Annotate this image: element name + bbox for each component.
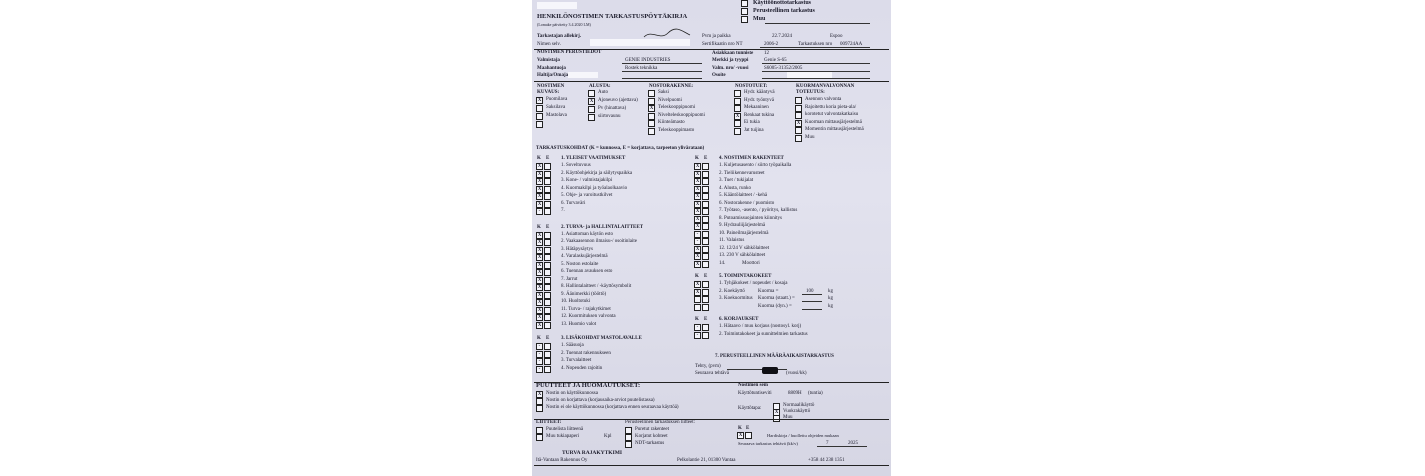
option-label: Vuokrakäyttö [783,409,811,414]
item-extra: Kuorma (staatt.) = [758,296,795,301]
option-label: Kuorman mittausjärjestelmä [805,119,862,125]
option-checkbox[interactable] [795,112,802,119]
e-checkbox[interactable] [544,358,551,365]
e-checkbox[interactable] [544,322,551,329]
option-checkbox[interactable] [795,97,802,104]
option-checkbox[interactable]: X [796,120,801,126]
option-label: Puretut rakenteet [635,427,670,432]
form-title: HENKILÖNOSTIMEN TARKASTUSPÖYTÄKIRJA [537,13,688,20]
checklist-item-label: 6. Tuennan avauksen esto [561,269,613,274]
client-label: Asiakkaan tunniste [712,51,754,56]
kpl-label: Kpl [604,434,612,439]
importer-label: Maahantuoja [537,66,566,71]
perusteellinen-next-suffix: (vuosi/kk) [786,371,807,376]
section-title: 2. TURVA- ja HALLINTALAITTEET [561,224,644,230]
k-checkbox[interactable]: X [537,186,542,192]
checklist-item-label: 3. Hätäpysäytys [561,246,593,252]
option-checkbox[interactable] [536,427,543,434]
checklist-item-label: 2. Koekäyttö [719,288,745,294]
e-checkbox[interactable] [544,201,551,208]
k-checkbox[interactable]: - [694,238,701,245]
option-label: Muu [753,16,766,22]
serial-label: Valm. nro/ -vuosi [712,66,749,71]
column-k-header: K [537,156,541,161]
footer-address: Pelkolantie 21, 01300 Vantaa [677,458,736,463]
column-e-header: E [704,317,708,322]
option-checkbox[interactable] [734,90,741,97]
e-checkbox[interactable] [544,254,551,261]
checklist-item-label: 12. 12/24 V sähkölaitteet [719,245,770,251]
nostorakenne-title: NOSTORAKENNE: [649,84,694,89]
muut-title: Perusteellinen tarkastuksen liitteet: [625,420,695,425]
checklist-item-label: 1. Tyhjäkokeet / nopeudet / kosaja [719,281,788,286]
option-checkbox[interactable]: X [735,113,740,119]
checklist-item-label: 1. Sääsuoja [561,343,584,348]
column-e-header: E [546,224,550,230]
nostimen-title: NOSTIMEN [537,84,565,89]
k-checkbox[interactable] [694,304,701,311]
option-checkbox[interactable] [734,120,741,127]
option-label: Nivelpuomi [658,97,682,103]
report-no-label: Tarkastuksen nro [798,42,833,47]
k-checkbox[interactable]: X [537,255,542,260]
option-checkbox[interactable] [648,98,655,105]
option-checkbox[interactable] [536,405,543,412]
e-checkbox[interactable] [702,238,709,245]
option-checkbox[interactable] [588,106,595,113]
checklist-item-label: 7. [561,208,565,213]
e-checkbox[interactable] [544,232,551,239]
checklist-item-label: 1. Kuljetusasento / siirto työpaikalla [719,163,792,168]
checklist-item-label: 4. Kuormakilpi ja työalaolkaavio [561,185,628,191]
option-checkbox[interactable] [536,398,543,405]
e-checkbox[interactable] [544,239,551,246]
item-extra: Moottori [742,260,760,266]
e-checkbox[interactable] [544,262,551,269]
liitteet-title: LIITTEET: [536,420,562,425]
option-checkbox[interactable] [648,113,655,120]
column-e-header: E [704,274,708,279]
k-checkbox[interactable]: X [537,232,542,238]
option-checkbox[interactable] [795,105,802,112]
e-checkbox[interactable] [702,296,709,303]
column-e-header: E [704,156,708,161]
k-checkbox[interactable]: X [695,194,700,199]
k-checkbox[interactable]: - [694,231,701,238]
e-checkbox[interactable] [702,171,709,178]
checklist-item-label: 3. Turvalaitteet [561,358,592,363]
k-checkbox[interactable]: X [537,277,542,283]
k-checkbox[interactable]: - [536,208,543,215]
address-label: Osoite [712,73,726,78]
option-label: Käyttöönottotarkastus [753,0,811,6]
e-checkbox[interactable] [544,351,551,358]
checklist-item-label: 11. Turva- / rajakytkimet [561,306,611,312]
checklist-item-label: 5. Kääntölaitteet / -kehä [719,193,768,198]
e-checkbox[interactable] [544,247,551,254]
e-checkbox[interactable] [702,163,709,170]
option-checkbox[interactable] [734,98,741,105]
k-checkbox[interactable]: X [695,282,700,287]
e-checkbox[interactable] [702,261,709,268]
option-checkbox-perusteellinen[interactable] [741,8,748,15]
k-checkbox[interactable]: X [695,254,700,259]
perusteellinen-title: 7. PERUSTEELLINEN MÄÄRÄAIKAISTARKASTUS [715,354,834,359]
item-extra: Kuorma (dyn.) = [758,303,792,309]
option-label: Hydr. työntyvä [744,97,774,103]
k-checkbox[interactable]: X [537,322,542,328]
option-checkbox[interactable] [536,105,543,112]
hours-label: Käyttötuntiseviti [738,391,772,396]
checklist-item-label: 1. Hätaavo / muu korjaus (nostosyl. korj) [719,324,802,329]
k-checkbox[interactable]: X [695,246,700,252]
checklist-item-label: 3. Koekuormitus [719,296,753,301]
option-label: Teleskooppipuomi [658,105,696,110]
ke-k-label: K [738,426,742,431]
cert-value: 2006-2 [764,42,779,47]
option-checkbox[interactable] [734,128,741,135]
e-checkbox[interactable] [544,163,551,170]
checklist-item-label: 4. Alusta, runko [719,185,751,191]
importer-value: Rostek teknikka [625,66,658,71]
model-label: Merkki ja tyyppi [712,58,749,63]
checklist-item-label: 4. Varalaskujärjestelmä [561,254,608,259]
e-checkbox[interactable] [544,284,551,291]
option-checkbox[interactable]: X [589,99,594,104]
perusteellinen-next-label: Seuraava tehtävä [695,371,730,376]
section-title: 6. KORJAUKSET [719,317,759,322]
e-checkbox[interactable] [702,332,709,339]
checklist-item-label: 10. Paineilmajärjestelmä [719,230,769,236]
option-label: Nostin ei ole käyttökunnossa (korjattava ennen seuraavaa käyttöä) [546,405,679,410]
next-month: 7 [826,441,829,446]
e-checkbox[interactable] [544,307,551,314]
checklist-item-label: 8. Hallintalaitteet / -käyttösymbolit [561,284,632,289]
next-inspection-label: Seuraava tarkastus tehtävä (kk/v) [738,441,798,446]
k-checkbox[interactable]: X [537,270,542,275]
k-checkbox[interactable]: X [695,289,700,295]
checklist-item-label: 11. Valaistus [719,238,745,243]
option-label: Saksilava [546,105,566,110]
checklist-item-label: 12. Kuormituksen valvonta [561,314,616,319]
e-checkbox[interactable] [544,343,551,350]
inspection-form-sheet [532,0,891,476]
option-label: Perusteellinen tarkastus [753,8,815,14]
option-label: Saksi [658,90,669,95]
kuorman-sub: TOTEUTUS: [796,90,825,95]
e-checkbox[interactable] [544,178,551,185]
hand-label: Hardiskirja / huollettu ohjeiden mukaan [767,433,839,438]
option-checkbox[interactable] [795,127,802,134]
checklist-item-label: 5. Noston estolaite [561,261,599,267]
option-label: NDT-tarkastus [635,441,665,446]
e-checkbox[interactable] [702,178,709,185]
item-extra: Kuorma = [758,288,779,294]
k-checkbox[interactable]: X [537,247,542,253]
option-checkbox[interactable] [625,427,632,434]
option-checkbox[interactable] [648,120,655,127]
k-checkbox[interactable]: X [695,216,700,222]
option-label: Kiinteämasto [658,120,685,125]
k-checkbox[interactable]: X [695,261,700,267]
e-checkbox[interactable] [544,314,551,321]
perusteellinen-done-label: Tehty, (pvm) [695,364,721,369]
k-checkbox[interactable]: - [694,332,701,339]
checklist-item-label: 2. Käyttöohjekirja ja säilytyspaikka [561,170,633,176]
date-label: Pvm ja paikka [702,34,731,39]
checklist-item-label: 3. Kone- / valmistajakilpi [561,178,613,183]
k-checkbox[interactable]: X [537,300,542,305]
e-checkbox[interactable] [702,253,709,260]
column-e-header: E [546,156,550,161]
checklist-item-label: 14. [719,260,726,266]
option-label: Mekaaninen [744,105,769,110]
k-checkbox[interactable]: - [536,366,543,373]
option-checkbox[interactable] [536,113,543,120]
k-checkbox[interactable]: X [537,240,542,245]
e-checkbox[interactable] [544,186,551,193]
checklist-item-label: 6. Nostorakenne / puomisto [719,200,775,206]
k-checkbox[interactable]: - [694,324,701,331]
k-checkbox[interactable]: X [537,194,542,199]
k-checkbox[interactable]: - [536,351,543,358]
checklist-item-label: 13. Huomio valot [561,321,597,327]
option-label: Asennon valvonta [805,97,842,102]
serial-value: S6005-31352/2005 [764,66,803,71]
option-label: Pv (hinattava) [598,106,627,111]
nostotuet-title: NOSTOTUET: [735,84,768,89]
e-checkbox[interactable] [702,281,709,288]
checklist-item-label: 10. Huoltotuki [561,299,591,304]
nostimen-sub: KUVAUS: [537,90,560,95]
name-label: Nimen selv. [537,42,561,47]
option-checkbox[interactable]: X [537,98,542,103]
option-label: Mastolava [546,113,567,118]
column-k-header: K [695,317,699,322]
k-checkbox[interactable]: X [695,186,700,192]
e-checkbox[interactable] [702,223,709,230]
option-label: Muu tukiapaperi [546,434,580,439]
hours-unit: (tuntia) [808,391,823,396]
checklist-item-label: 2. Tuennat rakennukseen [561,350,611,356]
e-checkbox[interactable] [702,289,709,296]
checklist-item-label: 2. Tieliikennevarusteet [719,170,765,176]
item-unit: kg [828,288,833,294]
option-label: Muu [783,415,793,420]
checklist-item-label: 7. Jarrut [561,276,578,282]
client-value: 12 [764,51,769,56]
k-checkbox[interactable]: - [536,343,543,350]
option-label: Momentin mittausjärjestelmä [805,127,864,132]
cert-label: Sertifikaatin nro NT [702,42,743,47]
option-label: Renkaat tukina [744,112,775,118]
option-checkbox[interactable] [625,434,632,441]
k-checkbox[interactable]: X [537,171,542,177]
hours-value: 8809H [788,391,802,396]
alusta-title: ALUSTA: [589,84,611,89]
column-e-header: E [546,336,550,341]
date-value: 22.7.2024 [772,34,792,39]
option-checkbox[interactable] [536,434,543,441]
option-label: Normaalikäyttö [783,403,815,408]
checklist-item-label: 1. Soveltuvuus [561,163,591,168]
manufacturer-value: GENIE INDUSTRIES [625,58,671,63]
checklist-item-label: 2. Toimintakokeet ja sunnittelmien tarkastus [719,331,808,337]
value-underline [802,301,822,302]
k-checkbox[interactable]: X [695,171,700,177]
k-checkbox[interactable]: X [537,307,542,313]
k-checkbox[interactable]: - [536,358,543,365]
e-checkbox[interactable] [544,366,551,373]
column-k-header: K [537,336,541,341]
option-label: Teleskooppimasto [658,127,695,133]
option-checkbox[interactable] [795,135,802,142]
ke-k-checkbox[interactable]: X [738,433,743,438]
value-underline [802,309,822,310]
owner-label: Haltija/Omaja [537,73,569,78]
redacted-region [537,2,577,9]
model-value: Genie S-65 [764,58,787,63]
option-label: Ei tukia [744,120,760,125]
k-checkbox[interactable]: X [537,201,542,207]
checklist-item-label: 13. 230 V sähkölaitteet [719,253,766,258]
checklist-item-label: 9. Äänimerkki (tööttö) [561,291,607,297]
item-unit: kg [828,303,833,309]
checklist-item-label: 2. Vaakaasennon ilmaisu-/ osoitinlaite [561,239,638,244]
option-checkbox-kayttoonotto[interactable] [741,0,748,7]
option-label: Rajoitettu koria pieta-ala/ [805,104,857,110]
redacted-region [568,72,598,78]
e-checkbox[interactable] [702,216,709,223]
footer-phone: +358 44 238 1351 [808,458,845,463]
checklist-item-label: 3. Tuet / tukijalat [719,178,754,183]
report-no-value: 009724AA [840,42,863,47]
column-k-header: K [695,156,699,161]
redacted-region [590,39,690,46]
option-checkbox[interactable] [625,441,632,448]
k-checkbox[interactable] [694,296,701,303]
k-checkbox[interactable]: X [537,179,542,184]
section-title: 3. LISÄKOHDAT MASTOLAVALLE [561,336,642,341]
k-checkbox[interactable]: X [537,262,542,268]
k-checkbox[interactable]: X [695,164,700,169]
option-checkbox[interactable] [536,121,543,128]
option-label: Korjatut kohteet [635,434,668,439]
e-checkbox[interactable] [544,269,551,276]
k-checkbox[interactable]: X [537,292,542,298]
option-checkbox[interactable]: X [537,392,542,397]
checklist-item-label: 9. Hydrauliijärjestelmä [719,223,766,228]
k-checkbox[interactable]: X [537,285,542,290]
option-checkbox[interactable] [588,90,595,97]
manufacturer-label: Valmistaja [537,58,560,63]
option-label: Auto [598,90,608,95]
option-checkbox[interactable] [648,128,655,135]
option-checkbox[interactable] [648,90,655,97]
option-label: Puutelista liitteenä [546,427,584,432]
option-label: Jat tuijina [744,127,764,133]
footer-company: Itä-Vantaan Rakennus Oy [536,458,588,463]
option-label: Nostin on korjattava (korjausaika-arviot puutelistassa) [546,398,655,403]
k-checkbox[interactable]: X [695,201,700,207]
use-label: Käyttötapa: [738,406,762,411]
place-value: Espoo [830,34,843,39]
option-checkbox[interactable] [734,105,741,112]
k-checkbox[interactable]: X [695,224,700,229]
item-value: 100 [806,288,814,294]
basic-heading: NOSTIMEN PERUSTIEDOT [537,50,602,55]
column-k-header: K [695,274,699,279]
option-label: Puomilava [546,97,568,102]
option-checkbox[interactable] [588,114,595,121]
checklist-item-label: 7. Työtaso, -asento, / pyöritys, kallistus [719,208,798,213]
ke-e-label: E [746,426,750,431]
section-title: 1. YLEISET VAATIMUKSET [561,156,626,161]
e-checkbox[interactable] [544,208,551,215]
option-checkbox[interactable]: X [774,410,779,415]
e-checkbox[interactable] [702,193,709,200]
form-subtitle: (Lomake päivitetty 3.4.2020 LM) [537,22,591,27]
option-label: Ajoneuvo (ajettava) [598,98,638,103]
section-title: 5. TOIMINTAKOKEET [719,274,772,279]
hours-title: Nostimen sem [738,383,768,388]
option-checkbox[interactable]: X [649,106,654,111]
option-label: Nostin on käyttökunnossa [546,391,598,396]
option-label: korotetut valvontakatkaisu [805,112,859,117]
checklist-item-label: 4. Nopeuden rajoitin [561,365,603,371]
e-checkbox[interactable] [544,193,551,200]
checklist-item-label: 6. Turvaväri [561,200,586,206]
checklist-item-label: 1. Asiattoman käytön esto [561,231,613,237]
section-title: 4. NOSTIMEN RAKENTEET [719,156,784,161]
e-checkbox[interactable] [544,171,551,178]
option-label: Nivelteleskooppipuomi [658,112,705,118]
k-checkbox[interactable]: X [695,179,700,184]
ke-e-checkbox[interactable] [745,432,752,439]
checklist-legend: TARKASTUSKOHDAT (K = kunnossa, E = korjattava, tarpeeton ylivärataan) [536,146,705,151]
footer-stamp: TURVA RAJAKYTKIMI [562,450,623,456]
e-checkbox[interactable] [702,186,709,193]
e-checkbox[interactable] [702,324,709,331]
puutteet-title: PUUTTEET JA HUOMAUTUKSET: [536,382,641,389]
inspector-label: Tarkastajan allekirj. [537,34,581,39]
k-checkbox[interactable]: X [537,164,542,169]
e-checkbox[interactable] [702,208,709,215]
kuorman-title: KUORMANVALVONNAN [796,84,855,89]
option-label: Muu [805,134,815,140]
option-checkbox-muu[interactable] [741,16,748,23]
e-checkbox[interactable] [544,277,551,284]
e-checkbox[interactable] [702,231,709,238]
item-unit: kg [828,296,833,301]
e-checkbox[interactable] [702,201,709,208]
column-k-header: K [537,224,541,230]
e-checkbox[interactable] [544,292,551,299]
k-checkbox[interactable]: X [537,315,542,320]
e-checkbox[interactable] [544,299,551,306]
ink-stamp [762,367,778,374]
option-label: siirtovaunu [598,114,621,119]
option-label: Hydr. kääntyvä [744,90,775,95]
next-year: 2025 [848,441,858,446]
e-checkbox[interactable] [702,246,709,253]
checklist-item-label: 8. Putoamissuojainten kiinnitys [719,215,782,221]
checklist-item-label: 5. Ohje- ja varoitustkilvet [561,193,613,198]
k-checkbox[interactable]: X [695,209,700,214]
e-checkbox[interactable] [702,304,709,311]
